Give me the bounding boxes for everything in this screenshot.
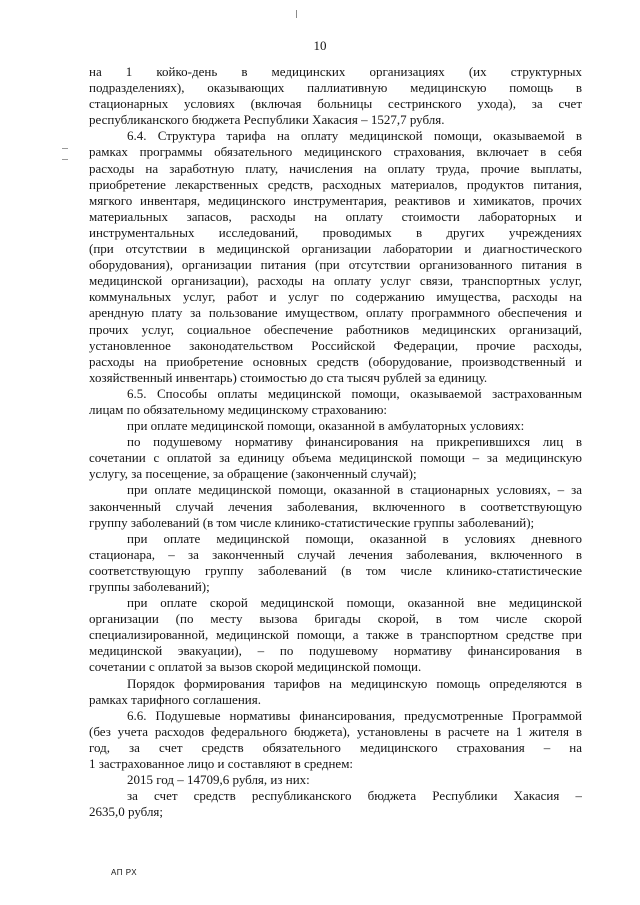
text-line: лицам по обязательному медицинскому страхованию: [89,401,388,417]
text-line: за счет средств республиканского бюджета Республики Хакасия – [127,788,582,804]
text-line: год, за счет средств обязательного медицинского страхования – на [89,739,582,755]
text-line: услугу, за посещение, за обращение (законченный случай); [89,466,417,482]
text-line: приобретение лекарственных средств, расходных материалов, продуктов питания, [89,176,582,192]
text-line: при оплате медицинской помощи, оказанной в условиях дневного [127,530,582,546]
text-line: (при отсутствии в медицинской организации лаборатории и диагностического [89,241,582,257]
text-line: 1 застрахованное лицо и составляют в среднем: [89,756,354,772]
text-line: законченный случай лечения заболевания, включенного в соответствующую [89,498,582,514]
text-line: мягкого инвентаря, медицинского инструментария, реактивов и химикатов, прочих [89,192,582,208]
text-line: при оплате медицинской помощи, оказанной в стационарных условиях, – за [127,482,582,498]
text-line: медицинской организации), расходы на оплату услуг связи, транспортных услуг, [89,273,582,289]
text-line: стационарных условиях (включая больницы сестринского ухода), за счет [89,96,582,112]
text-line: рамках программы обязательного медицинского страхования, включает в себя [89,144,582,160]
margin-mark [62,148,68,149]
text-line: подразделениях), оказывающих паллиативную медицинскую помощь в [89,80,582,96]
text-line: хозяйственный инвентарь) стоимостью до ста тысяч рублей за единицу. [89,369,488,385]
text-line: по подушевому нормативу финансирования на прикрепившихся лиц в [127,434,582,450]
text-line: республиканского бюджета Республики Хакасия – 1527,7 рубля. [89,112,445,128]
text-line: сочетании с оплатой за вызов скорой медицинской помощи. [89,659,422,675]
text-line: группу заболеваний (в том числе клинико-статистические группы заболеваний); [89,514,535,530]
text-line: 6.5. Способы оплаты медицинской помощи, оказываемой застрахованным [127,385,582,401]
text-line: коммунальных услуг, работ и услуг по содержанию имущества, расходы на [89,289,582,305]
text-line: организации (по месту вызова бригады скорой, в том числе скорой [89,611,582,627]
text-line: инструментальных исследований, проводимых в других учреждениях [89,224,582,240]
text-line: стационара, – за законченный случай лечения заболевания, включенного в [89,546,582,562]
margin-mark [62,159,68,160]
text-line: установленное законодательством Российской Федерации, прочие расходы, [89,337,582,353]
text-line: 2015 год – 14709,6 рубля, из них: [127,772,310,788]
text-line: при оплате медицинской помощи, оказанной в амбулаторных условиях: [127,418,525,434]
text-line: оборудования), организации питания (при отсутствии организованного питания в [89,257,582,273]
text-line: 2635,0 рубля; [89,804,164,820]
page-number: 10 [313,38,327,53]
text-line: прочих услуг, социальное обеспечение работников медицинских организаций, [89,321,582,337]
document-body [89,64,582,820]
text-line: (без учета расходов федерального бюджета), установлены в расчете на 1 жителя в [89,723,582,739]
footer-stamp: АП РХ [111,868,138,877]
text-line: специализированной, медицинской помощи, а также в транспортном средстве при [89,627,582,643]
text-line: 6.6. Подушевые нормативы финансирования, предусмотренные Программой [127,707,582,723]
text-line: расходы на приобретение основных средств (оборудование, производственный и [89,353,582,369]
text-line: на 1 койко-день в медицинских организациях (их структурных [89,64,582,79]
text-line: арендную плату за пользование имуществом, оплату программного обеспечения и [89,305,582,321]
text-line: соответствующую группу заболеваний (в том числе клинико-статистические [89,562,582,578]
text-line: сочетании с оплатой за единицу объема медицинской помощи – за медицинскую [89,450,582,466]
text-line: 6.4. Структура тарифа на оплату медицинской помощи, оказываемой в [127,128,582,144]
scan-mark-top [296,10,297,18]
text-line: группы заболеваний); [89,579,210,594]
text-line: материальных запасов, расходы на оплату стоимости лабораторных и [89,208,582,224]
text-line: расходы на заработную плату, начисления на оплату труда, прочие выплаты, [89,160,582,176]
text-line: рамках тарифного соглашения. [89,691,261,707]
text-line: Порядок формирования тарифов на медицинскую помощь определяются в [127,675,582,691]
text-line: при оплате скорой медицинской помощи, оказанной вне медицинской [127,595,582,611]
text-line: медицинской эвакуации), – по подушевому нормативу финансирования в [89,643,582,659]
